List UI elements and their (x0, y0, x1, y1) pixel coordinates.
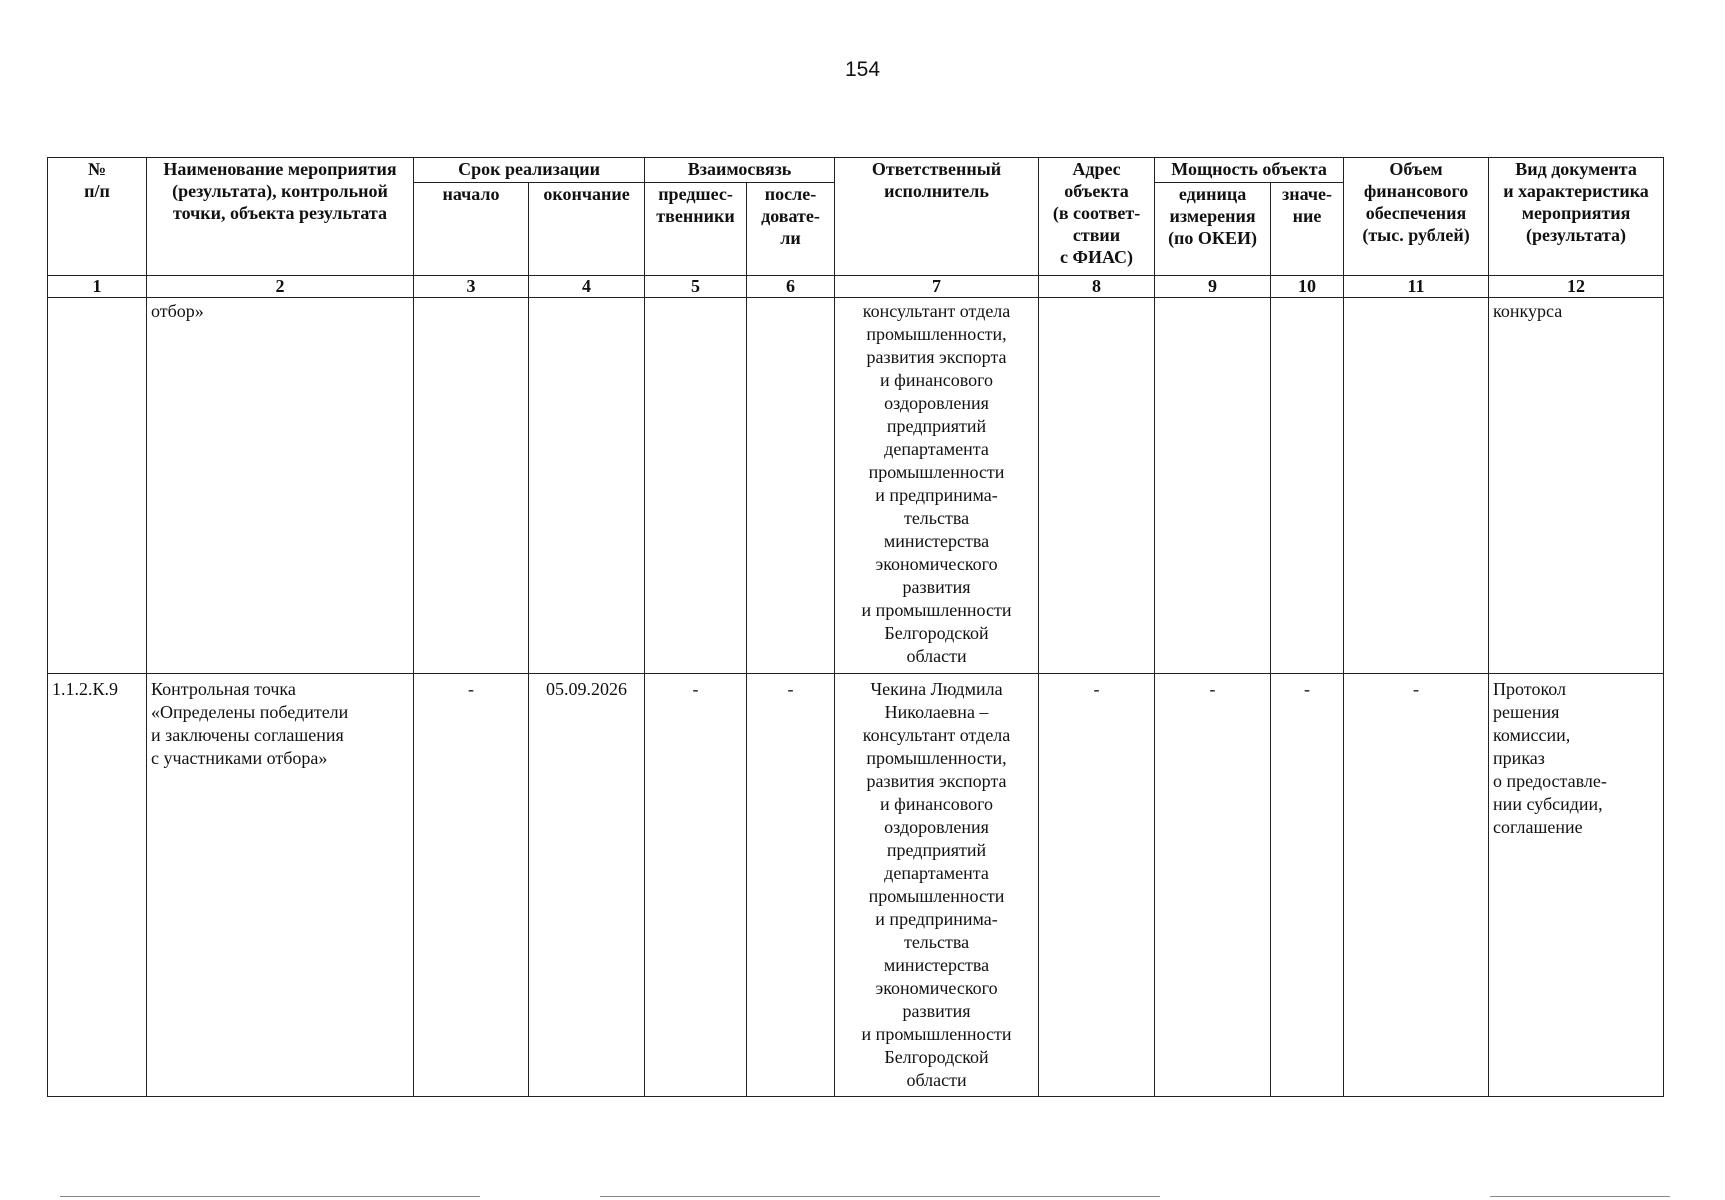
cell-finance: - (1344, 674, 1489, 1097)
header-group-link (645, 158, 835, 183)
header-label: Адрес объекта (в соответ- ствии с ФИАС) (1052, 159, 1141, 267)
header-col-no (48, 158, 147, 276)
cell-address (1039, 298, 1155, 674)
header-group-capacity (1155, 158, 1344, 183)
header-label: начало (442, 184, 500, 204)
header-label: Срок реализации (458, 159, 600, 179)
header-col-name (147, 158, 414, 276)
scan-edge-line (60, 1196, 480, 1197)
header-row-1 (48, 158, 1664, 183)
cell-document: Протокол решения комиссии, приказ о предоставле- нии субсидии, соглашение (1489, 674, 1664, 1097)
table-header (48, 158, 1664, 298)
cell-unit (1155, 298, 1271, 674)
column-number: 9 (1155, 276, 1271, 298)
header-col-document (1489, 158, 1664, 276)
header-label: Ответственный исполнитель (871, 159, 1002, 201)
cell-responsible: Чекина Людмила Николаевна – консультант отдела промышленности, развития экспорта и финансового оздоровления предприятий департамента промышленности и предпринима- тельства министерства экономического развития и промышленности Белгородской области (835, 674, 1039, 1097)
cell-successors: - (747, 674, 835, 1097)
cell-address: - (1039, 674, 1155, 1097)
header-col-start (414, 183, 529, 276)
cell-responsible: консультант отдела промышленности, развития экспорта и финансового оздоровления предприятий департамента промышленности и предпринима- тельства министерства экономического развития и промышленности Белгородской области (835, 298, 1039, 674)
cell-predecessors: - (645, 674, 747, 1097)
header-col-unit (1155, 183, 1271, 276)
scan-edge-line (600, 1196, 1160, 1197)
column-number: 8 (1039, 276, 1155, 298)
table-row (48, 298, 1664, 674)
cell-start: - (414, 674, 529, 1097)
cell-start (414, 298, 529, 674)
header-label: Взаимосвязь (687, 159, 792, 179)
column-number: 5 (645, 276, 747, 298)
header-label: предшес- твенники (656, 184, 735, 226)
page-number: 154 (844, 58, 881, 81)
column-number: 11 (1344, 276, 1489, 298)
table-body (48, 298, 1664, 1097)
header-label: Объем финансового обеспечения (тыс. рублей) (1362, 159, 1470, 245)
column-number: 2 (147, 276, 414, 298)
header-label: Вид документа и характеристика мероприятия (результата) (1503, 159, 1649, 245)
header-label: после- довате- ли (761, 184, 820, 248)
header-col-end (529, 183, 645, 276)
header-col-responsible (835, 158, 1039, 276)
cell-value (1271, 298, 1344, 674)
header-label: Наименование мероприятия (результата), контрольной точки, объекта результата (163, 159, 397, 223)
plan-table (47, 157, 1664, 1097)
header-col-address (1039, 158, 1155, 276)
cell-end: 05.09.2026 (529, 674, 645, 1097)
cell-name: отбор» (147, 298, 414, 674)
cell-document: конкурса (1489, 298, 1664, 674)
scan-edge-line (1490, 1196, 1670, 1197)
cell-id: 1.1.2.К.9 (48, 674, 147, 1097)
cell-value: - (1271, 674, 1344, 1097)
header-label: единица измерения (по ОКЕИ) (1168, 184, 1257, 248)
header-label: окончание (543, 184, 630, 204)
header-col-successors (747, 183, 835, 276)
cell-predecessors (645, 298, 747, 674)
cell-name: Контрольная точка «Определены победители и заключены соглашения с участниками отбора» (147, 674, 414, 1097)
header-col-predecessors (645, 183, 747, 276)
header-col-value (1271, 183, 1344, 276)
header-group-term (414, 158, 645, 183)
column-number: 10 (1271, 276, 1344, 298)
column-number: 3 (414, 276, 529, 298)
column-number-row (48, 276, 1664, 298)
header-col-finance (1344, 158, 1489, 276)
column-number: 1 (48, 276, 147, 298)
column-number: 7 (835, 276, 1039, 298)
cell-end (529, 298, 645, 674)
column-number: 4 (529, 276, 645, 298)
column-number: 12 (1489, 276, 1664, 298)
header-label: Мощность объекта (1171, 159, 1327, 179)
column-number: 6 (747, 276, 835, 298)
cell-finance (1344, 298, 1489, 674)
cell-unit: - (1155, 674, 1271, 1097)
cell-id (48, 298, 147, 674)
header-label: значе- ние (1282, 184, 1333, 226)
table-row (48, 674, 1664, 1097)
header-label: № п/п (84, 159, 110, 201)
cell-successors (747, 298, 835, 674)
